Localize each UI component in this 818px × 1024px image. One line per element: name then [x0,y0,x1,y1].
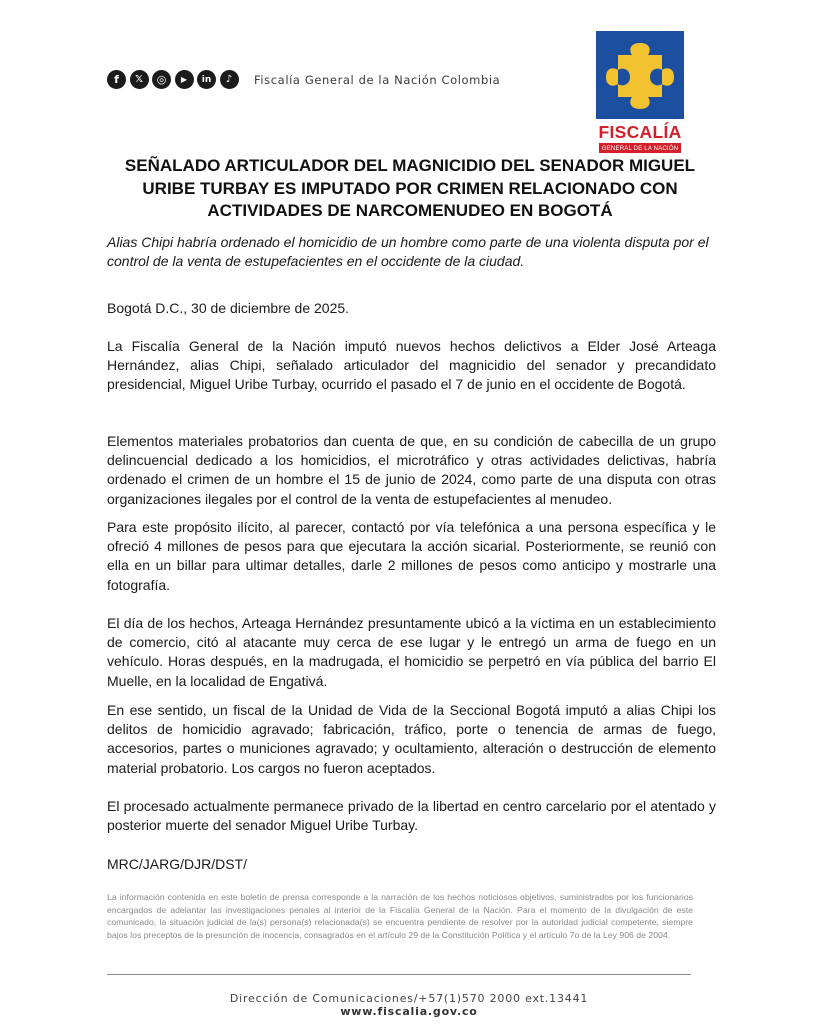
body-paragraph: Elementos materiales probatorios dan cuenta de que, en su condición de cabecilla de un grupo delincuencial dedicado a los homicidios, el microtráfico y otras actividades delictivas, habría ordenado el crimen de un hombre el 15 de junio de 2024, como parte de una disputa con otras organizaciones ilegales por el control de la venta de estupefacientes al menudeo. [107,433,716,507]
footer-contact: Dirección de Comunicaciones/+57(1)570 2000 ext.13441 [229,992,589,1005]
tiktok-icon[interactable]: ♪ [220,70,239,89]
body-paragraph: El procesado actualmente permanece privado de la libertad en centro carcelario por el atentado y posterior muerte del senador Miguel Uribe Turbay. [107,798,716,834]
logo-subtitle: GENERAL DE LA NACIÓN [599,143,681,153]
body-paragraph: Para este propósito ilícito, al parecer, contactó por vía telefónica a una persona específica y le ofreció 4 millones de pesos para que ejecutara la acción sicarial. Posteriormente, se reunió con ella en un billar para ultimar detalles, darle 2 millones de pesos como anticipo y mostrarle una fotografía. [107,519,716,593]
logo-wordmark: FISCALÍA [598,122,682,142]
x-icon[interactable]: 𝕏 [130,70,149,89]
body-paragraph: En ese sentido, un fiscal de la Unidad de Vida de la Seccional Bogotá imputó a alias Chipi los delitos de homicidio agravado; fabricación, tráfico, porte o tenencia de armas de fuego, accesorios, partes o municiones agravado; y ocultamiento, alteración o destrucción de elemento material probatorio. Los cargos no fueron aceptados. [107,702,716,776]
linkedin-icon[interactable]: in [197,70,216,89]
youtube-icon[interactable]: ▶ [175,70,194,89]
instagram-icon[interactable]: ◎ [152,70,171,89]
title-line: SEÑALADO ARTICULADOR DEL MAGNICIDIO DEL SENADOR MIGUEL [124,156,696,175]
lead-paragraph: Alias Chipi habría ordenado el homicidio de un hombre como parte de una violenta disputa por el control de la venta de estupefacientes en el occidente de la ciudad. [107,234,709,270]
page-title [100,155,720,223]
puzzle-piece-icon [596,31,684,119]
fiscalia-logo [596,31,684,153]
title-line: ACTIVIDADES DE NARCOMENUDEO EN BOGOTÁ [207,201,613,220]
organization-name: Fiscalía General de la Nación Colombia [254,72,501,87]
title-line: URIBE TURBAY ES IMPUTADO POR CRIMEN RELACIONADO CON [142,178,678,198]
author-initials: MRC/JARG/DJR/DST/ [107,856,247,872]
puzzle-piece-graphic [596,31,684,119]
footer-divider [107,974,691,975]
body-paragraph: La Fiscalía General de la Nación imputó nuevos hechos delictivos a Elder José Arteaga Hernández, alias Chipi, señalado articulador del magnicidio del senador y precandidato presidencial, Miguel Uribe Turbay, ocurrido el pasado el 7 de junio en el occidente de Bogotá. [107,338,716,393]
footer-website-link[interactable]: www.fiscalia.gov.co [340,1005,478,1018]
legal-disclaimer: La información contenida en este boletín de prensa corresponde a la narración de los hechos noticiosos objetivos, suministrados por los funcionarios encargados de adelantar las investigaciones penales al interior de la Fiscalía General de la Nación. Para el momento de la divulgación de este comunicado, la situación judicial de la(s) persona(s) relacionada(s) se encuentra pendiente de resolver por la autoridad judicial competente, siempre bajos los preceptos de la presunción de inocencia, consagrados en el artículo 29 de la Constitución Política y el artículo 7o de la Ley 906 de 2004. [107,892,693,940]
social-media-bar [107,70,500,89]
body-paragraph: El día de los hechos, Arteaga Hernández presuntamente ubicó a la víctima en un establecimiento de comercio, citó al atacante muy cerca de ese lugar y le entregó un arma de fuego en un vehículo. Horas después, en la madrugada, el homicidio se perpetró en vía pública del barrio El Muelle, en la localidad de Engativá. [107,615,716,689]
dateline: Bogotá D.C., 30 de diciembre de 2025. [107,300,350,316]
facebook-icon[interactable]: f [107,70,126,89]
